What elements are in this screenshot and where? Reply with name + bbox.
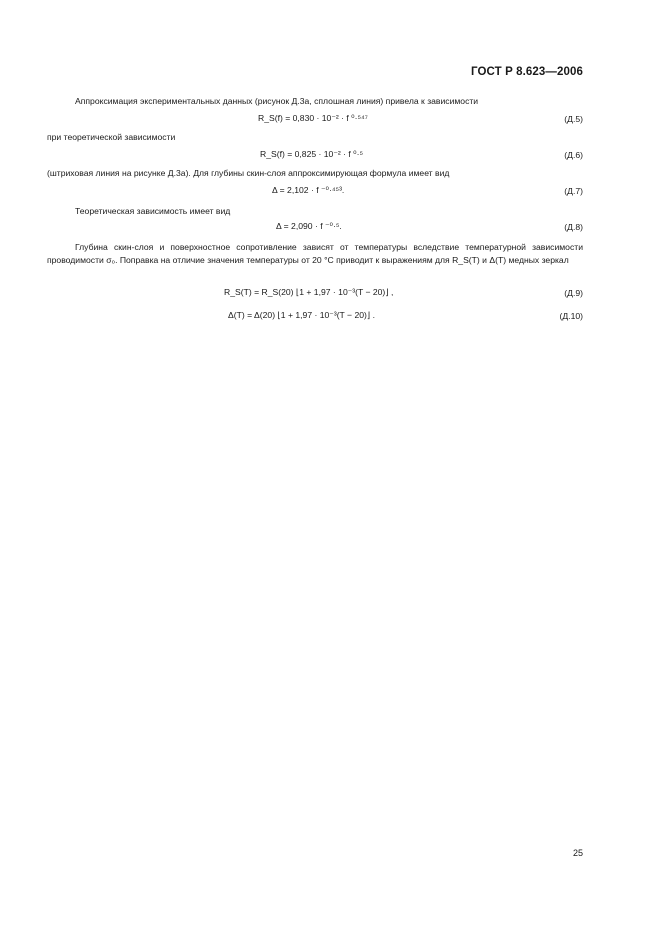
equation-d7: Δ = 2,102 · f ⁻⁰·⁴⁵³. [272,185,345,195]
equation-d6: R_S(f) = 0,825 · 10⁻² · f ⁰·⁵ [260,149,364,159]
paragraph-approximation: Аппроксимация экспериментальных данных (рисунок Д.3а, сплошная линия) привела к зависимости [75,96,479,106]
equation-number-d10: (Д.10) [559,311,583,321]
equation-number-d9: (Д.9) [564,288,583,298]
equation-d9: R_S(T) = R_S(20) ⌊1 + 1,97 · 10⁻³(T − 20)⌋ , [224,287,394,297]
paragraph-theoretical: при теоретической зависимости [47,132,176,142]
equation-d8: Δ = 2,090 · f ⁻⁰·⁵. [276,221,342,231]
equation-number-d5: (Д.5) [564,114,583,124]
paragraph-theoretical-dependence: Теоретическая зависимость имеет вид [75,206,231,216]
equation-number-d6: (Д.6) [564,150,583,160]
paragraph-temperature: Глубина скин-слоя и поверхностное сопротивление зависят от температуры вследствие температурной зависимости проводимости σ₀. Поправка на отличие значения температуры от 20 °С приводит к выражениям для R_S(T) и Δ(T) медных зеркал [47,242,583,265]
equation-d5: R_S(f) = 0,830 · 10⁻² · f ⁰·⁵⁴⁷ [258,113,368,123]
equation-number-d7: (Д.7) [564,186,583,196]
page-number: 25 [572,848,583,858]
standard-header: ГОСТ Р 8.623—2006 [471,66,583,78]
equation-number-d8: (Д.8) [564,222,583,232]
paragraph-skin-depth: (штриховая линия на рисунке Д.3а). Для глубины скин-слоя аппроксимирующая формула имеет вид [47,168,450,178]
equation-d10: Δ(T) = Δ(20) ⌊1 + 1,97 · 10⁻³(T − 20)⌋ . [228,310,375,320]
